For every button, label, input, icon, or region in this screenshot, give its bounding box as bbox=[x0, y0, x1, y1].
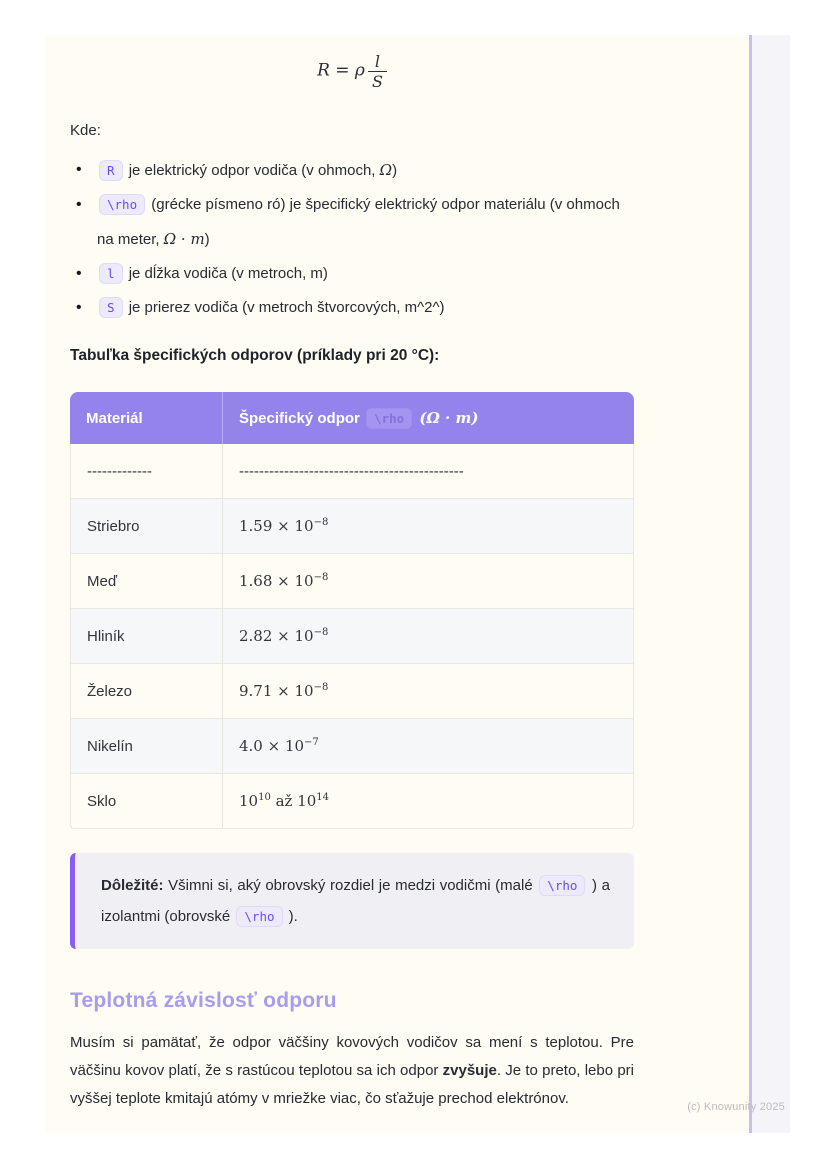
document-content bbox=[70, 35, 634, 1113]
text-segment: 1.68 × 10 bbox=[239, 572, 314, 591]
value-cell bbox=[222, 499, 634, 554]
text-segment: 4.0 × 10 bbox=[239, 737, 305, 756]
material-cell: ------------- bbox=[70, 444, 222, 499]
value-cell bbox=[222, 719, 634, 774]
intro-label: Kde: bbox=[70, 122, 101, 140]
formula-fraction bbox=[368, 53, 387, 92]
text-segment: . Je to preto, lebo pri vyššej teplote kmitajú atómy v mriežke viac, čo sťažuje prechod elektrónov. bbox=[70, 1062, 634, 1108]
text-segment: −7 bbox=[304, 737, 319, 749]
text-segment: ) bbox=[204, 231, 210, 249]
formula-numerator: l bbox=[374, 52, 380, 71]
code-chip: S bbox=[99, 297, 123, 318]
resistance-formula bbox=[70, 53, 634, 92]
material-cell: Sklo bbox=[70, 774, 222, 829]
document-page bbox=[45, 35, 790, 1133]
text-segment: −8 bbox=[313, 517, 329, 529]
definition-item bbox=[70, 257, 634, 291]
code-chip: \rho bbox=[99, 194, 145, 215]
text-segment: 10 bbox=[258, 792, 271, 804]
material-cell: Striebro bbox=[70, 499, 222, 554]
text-segment: ) bbox=[392, 162, 398, 180]
text-segment: až 10 bbox=[270, 792, 317, 811]
text-segment: Ω · m bbox=[163, 230, 205, 249]
text-segment: 1.59 × 10 bbox=[239, 517, 314, 536]
definition-list bbox=[70, 153, 634, 325]
definition-item bbox=[70, 153, 634, 188]
value-cell bbox=[222, 444, 634, 499]
table-header-row bbox=[70, 392, 634, 444]
resistivity-table-body bbox=[70, 444, 634, 829]
material-cell: Nikelín bbox=[70, 719, 222, 774]
page-edge-strip bbox=[749, 35, 790, 1133]
watermark: (c) Knowunity 2025 bbox=[687, 1101, 785, 1113]
text-segment: (Ω · m) bbox=[414, 409, 479, 428]
text-segment: −8 bbox=[313, 682, 329, 694]
text-segment: 10 bbox=[239, 792, 259, 811]
formula-lhs: R = ρ bbox=[317, 60, 365, 81]
text-segment: Ω bbox=[379, 161, 393, 180]
value-cell bbox=[222, 609, 634, 664]
material-cell: Hliník bbox=[70, 609, 222, 664]
text-segment: ). bbox=[284, 908, 298, 926]
section-heading: Teplotná závislosť odporu bbox=[70, 989, 337, 1013]
text-segment: Špecifický odpor bbox=[239, 410, 365, 428]
text-segment: 9.71 × 10 bbox=[239, 682, 314, 701]
table-row bbox=[70, 554, 634, 609]
code-chip: R bbox=[99, 160, 123, 181]
definition-item bbox=[70, 291, 634, 325]
text-segment: Dôležité: bbox=[101, 877, 164, 895]
code-chip: \rho bbox=[539, 875, 585, 896]
important-callout bbox=[70, 853, 634, 949]
formula-denominator: S bbox=[368, 71, 387, 92]
value-cell bbox=[222, 774, 634, 829]
resistivity-table-head bbox=[70, 392, 634, 444]
definition-item bbox=[70, 188, 634, 257]
table-row bbox=[70, 719, 634, 774]
text-segment: −8 bbox=[313, 572, 329, 584]
text-segment: Musím si pamätať, že odpor väčšiny kovových vodičov sa mení s teplotou. Pre väčšinu kovov platí, že s rastúcou teplotou sa ich odpor bbox=[70, 1034, 634, 1080]
text-segment: zvyšuje bbox=[442, 1062, 497, 1080]
table-row bbox=[70, 664, 634, 719]
header-cell-material: Materiál bbox=[70, 392, 222, 444]
text-segment: 14 bbox=[316, 792, 330, 804]
text-segment: je elektrický odpor vodiča (v ohmoch, bbox=[124, 162, 380, 180]
text-segment: 2.82 × 10 bbox=[239, 627, 314, 646]
table-row bbox=[70, 499, 634, 554]
table-row bbox=[70, 444, 634, 499]
text-segment: ) a izolantmi (obrovské bbox=[101, 877, 610, 926]
value-cell bbox=[222, 554, 634, 609]
text-segment: je dĺžka vodiča (v metroch, m) bbox=[124, 265, 328, 283]
text-segment: (grécke písmeno ró) je špecifický elektrický odpor materiálu (v ohmoch na meter, bbox=[97, 196, 620, 249]
table-row bbox=[70, 609, 634, 664]
text-segment: Všimni si, aký obrovský rozdiel je medzi vodičmi (malé bbox=[163, 877, 538, 895]
material-cell: Železo bbox=[70, 664, 222, 719]
text-segment: --------------------------------------------- bbox=[239, 462, 464, 480]
code-chip: l bbox=[99, 263, 123, 284]
body-paragraph bbox=[70, 1029, 634, 1113]
code-chip: \rho bbox=[236, 906, 282, 927]
table-heading: Tabuľka špecifických odporov (príklady pri 20 °C): bbox=[70, 347, 440, 365]
value-cell bbox=[222, 664, 634, 719]
table-row bbox=[70, 774, 634, 829]
resistivity-table bbox=[70, 392, 634, 829]
text-segment: −8 bbox=[313, 627, 329, 639]
material-cell: Meď bbox=[70, 554, 222, 609]
text-segment: je prierez vodiča (v metroch štvorcových, m^2^) bbox=[124, 299, 445, 317]
code-chip: \rho bbox=[366, 408, 412, 429]
header-cell-resistivity bbox=[222, 392, 634, 444]
